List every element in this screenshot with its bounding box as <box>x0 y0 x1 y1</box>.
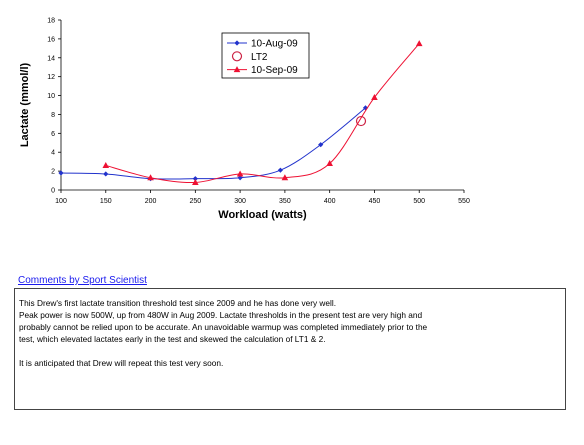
comment-line: Peak power is now 500W, up from 480W in Aug 2009. Lactate thresholds in the present test are very high and <box>19 310 423 320</box>
x-tick-label: 400 <box>323 198 336 205</box>
data-point <box>103 171 108 176</box>
data-point <box>278 168 283 173</box>
x-tick-label: 100 <box>55 198 67 205</box>
y-axis-title: Lactate (mmol/l) <box>19 62 31 148</box>
comment-line: test, which elevated lactates early in the test and skewed the calculation of LT1 & 2. <box>19 334 326 344</box>
y-tick-label: 12 <box>47 74 55 82</box>
y-tick-label: 14 <box>47 55 55 63</box>
x-tick-label: 350 <box>279 198 291 205</box>
y-tick-label: 6 <box>51 130 55 138</box>
data-point <box>416 40 423 46</box>
legend <box>222 33 309 78</box>
comment-line: probably cannot be relied upon to be accurate. An unavoidable warmup was completed immediately prior to the <box>19 322 428 332</box>
y-tick-label: 2 <box>51 168 55 176</box>
y-tick-label: 0 <box>51 187 55 195</box>
x-tick-label: 550 <box>458 198 470 205</box>
legend-label: LT2 <box>251 51 268 63</box>
comments-box <box>14 288 566 410</box>
x-tick-label: 200 <box>144 198 157 205</box>
legend-label: 10-Sep-09 <box>251 65 298 77</box>
comments-link[interactable]: Comments by Sport Scientist <box>18 275 147 286</box>
y-tick-label: 10 <box>47 93 55 101</box>
y-tick-label: 4 <box>51 149 55 157</box>
legend-label: 10-Aug-09 <box>251 38 298 50</box>
x-tick-label: 450 <box>368 198 381 205</box>
x-tick-label: 500 <box>413 198 426 205</box>
comment-closing-line: It is anticipated that Drew will repeat this test very soon. <box>19 358 224 368</box>
x-axis-title: Workload (watts) <box>218 209 307 221</box>
data-point <box>102 162 109 168</box>
y-tick-label: 18 <box>47 17 55 25</box>
comment-line: This Drew's first lactate transition threshold test since 2009 and he has done very well. <box>19 298 337 308</box>
x-tick-label: 150 <box>99 198 112 205</box>
x-tick-label: 250 <box>189 198 202 205</box>
x-tick-label: 300 <box>234 198 246 205</box>
y-tick-label: 8 <box>51 111 55 119</box>
y-tick-label: 16 <box>47 36 55 44</box>
